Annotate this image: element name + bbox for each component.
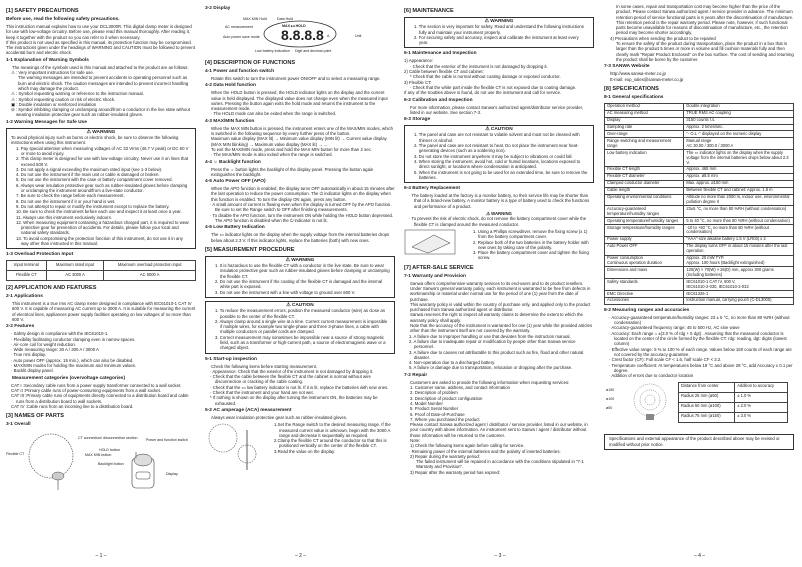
table-cell: Clamped conductor diameter <box>605 180 684 187</box>
subsection-heading: 4-1 Power and function switch <box>205 69 275 74</box>
paragraph: In some cases, repair and transportation cost may become higher than the price of the product. Please contact Sanwa authorized agent / service provider in advance. The minimum retention period of service functional parts is 6 years after the discontinuation of manufacture. This retention period is the repair warranty period. Please note, however, if such functional parts become unavailable for reasons of discontinuation of manufacture, etc., the retention period may become shorter accordingly. <box>616 4 794 36</box>
diagram-label: Power and function switch <box>146 438 188 443</box>
list-item: 3. Do not apply a signal exceeding the maximum rated input (see 1-3 below). <box>16 166 163 172</box>
caution-box <box>205 301 395 354</box>
paragraph: When the APO function is enabled, the display turns OFF automatically in about 15 minutes after the last operation to reduce the power consumption. The ⏻ indicator lights on the display when this function is enabled. To turn the display ON again, press any button. <box>211 186 395 202</box>
table-cell: Operation method <box>605 103 684 110</box>
list-item: · Auto power OFF (approx. 15 min.), which can also be disabled. <box>11 357 134 363</box>
diagram-label: MAX MIN Hold <box>243 17 267 21</box>
subsection-heading: 7-3 SANWA Website <box>604 64 650 70</box>
box-title: ⚠ WARNING <box>484 19 514 24</box>
table-row <box>605 180 794 187</box>
paragraph: For more information, please contact Sanwa's authorized agent/distributor service provider, listed in our website. See section 7-3. <box>410 104 584 115</box>
table-cell: Input terminal <box>7 261 47 271</box>
box-intro: To avoid physical injury such as burns or electric shock, be sure to observe the following instructions when using this instrument. <box>11 135 179 146</box>
table-cell: Maximum overload protection input <box>104 261 196 271</box>
paragraph: The warning messages are intended to prevent accidents to operating personnel such as burn and electric shock. The caution messages are intended to prevent incorrect handling which may damage the product. <box>18 75 189 91</box>
warning-box <box>205 256 395 298</box>
warning-box <box>404 17 594 48</box>
diagram-label: Display <box>166 472 178 477</box>
page-column-4 <box>604 4 794 453</box>
paragraph: The meanings of the symbols used in this manual and attached to the product are as follows: <box>12 64 189 70</box>
box-title: ⚠ CAUTION <box>485 127 513 133</box>
table-cell: Distance from center <box>679 383 735 393</box>
table-cell: AC measuring method <box>605 110 684 117</box>
section-heading: [5] MEASUREMENT PROCEDURE <box>205 246 295 253</box>
list-item: 1. It is hazardous to use the flexible CT with a conductor in the live state. Be sure to wear insulation protective gear such as rubber-insulated gloves before clamping or unclamping the flexible CT. <box>215 263 390 279</box>
table-cell: Between flexible CT and cabinet: Approx. 1.8 m <box>684 187 794 194</box>
list-item: · Check that the instrument and your hand are not wet. <box>210 390 314 396</box>
diagram-label: Flexible CT <box>6 452 25 457</box>
table-cell: EMC Directive <box>605 291 684 298</box>
table-cell: Operating temperature/humidity ranges <box>605 218 684 225</box>
paragraph: When the HOLD button is pressed, the HOLD indicator lights on the display and the current value is held displayed. The displayed value does not change even when the measured input varies. Pressing the button again exits the hold mode and returns the instrument to the measurement mode. <box>211 90 388 112</box>
table-cell: The ▭ indicator lights on the display when the supply voltage from the internal batteries drops below about 2.3 V. <box>684 150 794 167</box>
table-row <box>605 103 794 110</box>
paragraph: 4) Precautions when sending the product to be repaired <box>610 35 716 41</box>
paragraph: Note: <box>410 438 421 443</box>
table-cell: Max. approx. ø150 mm <box>684 180 794 187</box>
list-item: · True rms display. <box>11 352 47 358</box>
subsection-heading: 7-1 Warranty and Provision <box>404 273 466 279</box>
list-item: · Accuracy: Each range = ±(3.0 % of rdg + 5 dgt) . Assuming that the measured conductor is located on the center of the circle formed by the flexible CT. rdg: reading, dgt: digits (lowest column) <box>609 330 787 347</box>
step-item: 2.Clamp the flexible CT around the conductor so that this is positioned vertically on the center of the flexible CT. <box>274 438 387 449</box>
paragraph: This instruction manual explains how to use your DCL3000R. This digital clamp meter is designed for use with low-voltage circuitry. Before use, please read this manual thoroughly. After reading it, keep it together with the product so you can refer to it when necessary. <box>6 24 192 40</box>
section-heading: [7] AFTER-SALE SERVICE <box>404 264 474 271</box>
list-item: · Accuracy-guaranteed frequency range: 45 to 500 Hz, AC sine wave <box>609 325 740 331</box>
subsection-heading: 5-2 AC amperage (ACA) measurement <box>205 407 292 413</box>
paragraph: The instructions given under the headings of WARNING and CAUTION must be followed to prevent accidental burn and electric shock. <box>6 45 195 56</box>
table-cell: Storage temperature/humidity ranges <box>605 225 684 237</box>
paragraph: 3) Flexible CT: <box>404 79 432 85</box>
paragraph: · Check that the white part inside the flexible CT is not exposed due to coating damage. <box>410 84 577 90</box>
list-item: · Safety design in compliance with the IEC61010-1. <box>11 331 109 337</box>
list-item: 5. A failure or damage due to transportation, relocation or dropping after the purchase. <box>409 365 573 371</box>
table-cell: "AAA"-size alkaline battery 1.5 V (LR03) x 2 <box>684 236 794 243</box>
list-item: CAT IV :Cable runs from an incoming line to a distribution board. <box>11 403 134 409</box>
list-item: 4. When storing the instrument, avoid hot, cold or humid locations, locations exposed to direct sunlight, or locations where condensation is anticipated. <box>414 158 581 170</box>
table-cell: Operating environmental conditions <box>605 194 684 206</box>
table-cell: Instruction manual, carrying pouch (C-DL3000) <box>684 297 794 304</box>
subsection-heading: 6-2 Calibration and Inspection <box>404 97 473 103</box>
table-row <box>605 187 794 194</box>
list-item: 10. Be sure to check the instrument before each use and inspect it at least once a year. <box>16 209 182 215</box>
subsection-heading: 7-2 Repair <box>404 372 428 378</box>
page-number: – 4 – <box>693 553 706 559</box>
overall-diagram <box>6 430 196 492</box>
table-row <box>679 413 788 423</box>
steps-list <box>269 422 395 470</box>
paragraph: 7. Where you purchased the product <box>410 416 480 422</box>
table-row <box>605 255 794 267</box>
paragraph: The ▭ indicator lights on the display when the supply voltage from the internal batteries drops below about 2.3 V. If this indicator lights, replace the batteries (both) with new ones. <box>211 232 390 243</box>
section-heading: [4] DESCRIPTION OF FUNCTIONS <box>205 60 296 66</box>
table-row <box>605 297 794 304</box>
paragraph: http://www.sanwa-meter.co.jp <box>610 71 666 77</box>
table-row <box>605 194 794 206</box>
diagram-label: AC measurement <box>225 25 253 29</box>
paragraph: Customers are asked to provide the following information when requesting services: <box>410 379 570 385</box>
paragraph: E-mail: exp_sales@sanwa-meter.co.jp <box>610 76 684 82</box>
list-item: 1. The panel and case are not resistant to volatile solvent and must not be cleaned with thinner or alcohol. <box>414 132 580 143</box>
paragraph: 4. Model Number <box>410 400 443 406</box>
table-cell: IEC61010-1 CAT IV, 600 V, IEC61010-2-030, IEC61010-2-032 <box>684 279 794 291</box>
subsection-heading: 5-1 Start-up inspection <box>205 356 257 362</box>
steps-list <box>468 229 594 261</box>
warning-box <box>6 128 196 250</box>
table-cell: ± 2.0 % <box>735 403 788 413</box>
section-heading: [8] SPECIFICATIONS <box>604 85 659 92</box>
caution-box <box>404 125 594 183</box>
paragraph: This warranty policy is valid within the country of purchase only, and applied only to the product purchased from Sanwa authorized agent or distributor. <box>410 301 591 313</box>
subsection-heading: 6-3 Storage <box>404 117 431 123</box>
section-heading: [3] NAMES OF PARTS <box>6 413 65 420</box>
list-item: · MAX/MIN modes for holding the maximum and minimum values. <box>11 363 137 369</box>
diagram-label: Data Hold <box>277 17 293 21</box>
list-item: ⚠ : Very important instructions for safe use. <box>11 70 94 76</box>
paragraph: Sanwa offers comprehensive warranty services to its end-users and to its product resellers. Under Sanwa's general warranty policy, each instrument is warranted to be free from defects in workmanship or material under normal use for the period of one (1) year from the date of purchase. <box>410 280 591 302</box>
warning-title: ⚠ WARNING <box>486 211 512 217</box>
paragraph: The failed instrument will be repaired in accordance with the conditions stipulated in "7-1 Warranty and Provision". <box>416 459 584 470</box>
table-cell: Approx. 2 times/sec. <box>684 124 794 131</box>
table-row <box>605 291 794 298</box>
list-item: 2. Do not use the instrument if the coating of the flexible CT is damaged and the internal white part is exposed. <box>215 279 383 290</box>
diagram-label: Auto power save mode <box>223 35 260 39</box>
subsection-heading: 4-3 MAX/MIN function <box>205 118 255 124</box>
list-item: 2. The panel and case are not resistant to heat. Do not place the instrument near heat-generating devices (such as a soldering iron). <box>414 143 579 154</box>
paragraph: Check the following items before starting measurement. <box>211 363 318 369</box>
table-row <box>605 206 794 218</box>
table-row <box>605 138 794 150</box>
subsection-heading: 6-1 Maintenance and Inspection <box>404 51 477 57</box>
list-item: ⚠ : Symbol requesting warning or reference to the instruction manual. <box>11 91 144 97</box>
list-item: · Crest factor (CF): Full scale CF < 1.6, half scale CF < 3.2. <box>609 357 722 363</box>
paragraph: Press the ☼ button lights the backlight of the display panel. Pressing the button again extinguishes the backlight. <box>211 166 374 177</box>
list-item: 1. Pay special attention when measuring voltages of AC 33 Vrms (46.7 V peak) or DC 60 V or more to avoid injury. <box>16 145 189 156</box>
list-item: · Check that the ▭ low battery indicator is not lit. If it is lit, replace the batteries with new ones. <box>210 384 389 390</box>
list-item: · Backlit display panel. <box>11 368 54 374</box>
table-cell: The display turns OFF in about 15 minutes after the last operation. <box>684 243 794 255</box>
paragraph: 5. Product Serial Number <box>410 406 459 412</box>
illustration <box>404 229 464 255</box>
section-heading: [6] MAINTENANCE <box>404 8 454 14</box>
list-item: CAT I :Secondary cable runs from a power supply transformer connected to a wall socket. <box>11 382 182 388</box>
box-title: ⚠ CAUTION <box>286 302 314 308</box>
table-cell: Low battery indication <box>605 150 684 167</box>
list-item: ⊘ : Symbol inhibiting clamping or unclamping around/from a conductor in the live state without wearing insulation protective gear such as rubber-insulated gloves. <box>11 107 190 118</box>
paragraph: 2) Repair during the warranty period: <box>410 453 480 459</box>
aca-procedure <box>205 422 395 470</box>
subsection-heading: 4-5 Auto Power OFF (APO) <box>205 179 266 185</box>
table-row <box>605 124 794 131</box>
list-item: 2. For securing safety and accuracy, inspect and calibrate the instrument at least every year. <box>414 34 579 46</box>
page-column-2 <box>205 4 395 473</box>
table-row <box>605 225 794 237</box>
list-item: · A small amount of current is flowing even when the display is turned OFF by the APO function. Be sure to set the Range switch to OFF after finishing measurements. <box>210 202 392 213</box>
table-row <box>679 403 788 413</box>
paragraph: Maximum value display (MAX lit) → Minimum value display (MIN lit) → Current value display (MAX MIN blinking) → Maximum value display (MAX lit) → ... <box>211 136 387 147</box>
paragraph: To exit the MAX/MIN mode, press and hold the MAX MIN button for more than 2 sec. <box>211 146 372 152</box>
table-cell: Range switching and measurement range <box>605 138 684 150</box>
subsection-heading: 4-2 Data Hold function <box>205 83 256 89</box>
list-item: 7. Be sure to check the range before each measurement. <box>16 193 125 199</box>
table-cell: Radius 75 mm (ø150) <box>679 413 735 423</box>
table-cell: Approx. 20 mW TYP. Approx. 100 hours (Backlight extinguished) <box>684 255 794 267</box>
list-item: 4. Non-operation due to a discharged battery. <box>409 360 496 366</box>
diagram-label: MAX ▸◂ HOLD <box>282 24 306 28</box>
diagram-label: Low battery indication <box>255 49 290 53</box>
table-row <box>7 261 196 271</box>
conductor-location-figure <box>604 380 794 426</box>
list-item: 13. To avoid compromising the protection function of this instrument, do not use it in any way other than instructed in this manual. <box>16 235 183 246</box>
step-item: 3.Read the value on the display. <box>274 448 336 454</box>
table-row <box>605 150 794 167</box>
list-item: 3. Correct measurement may sometimes be impossible near a source of strong magnetic field, such as a transformer or high-current path, a source of electromagnetic wave or a charged object. <box>215 334 386 351</box>
subsection-heading: Measurement categories (overvoltage categories) <box>12 375 126 381</box>
list-item: · Air-core coil for weight reduction. <box>11 341 76 347</box>
paragraph: Rotate this switch to turn the instrument power ON/OFF and to select a measuring range. <box>211 76 381 81</box>
list-item: 5. Do not use the instrument with the case or battery compartment cover removed. <box>16 177 173 183</box>
diagram-label: ø100 <box>606 397 615 402</box>
step-item: 1. Using a Phillips screwdriver, remove the fixing screw (x 1) from the battery compartment cover. <box>473 228 588 240</box>
diagram-label: Unit <box>355 34 362 38</box>
table-row <box>679 393 788 403</box>
table-cell: Maximum rated input <box>46 261 104 271</box>
table-cell: Manual range AC 30.00 / 300.0 / 3000 A <box>684 138 794 150</box>
list-item: 5. When the instrument is not going to be used for an extended time, be sure to remove the batteries. <box>414 169 588 180</box>
paragraph: When the MAX MIN button is pressed, the instrument enters one of the MAX/MIN modes, which is switched in the following sequence by every further press of the button. <box>211 125 393 137</box>
paragraph: * Check that the cable is normal without coating damage or exposed conductor. <box>410 74 561 80</box>
paragraph: 2. Description of problem <box>410 390 458 396</box>
diagram-label: Backlight button <box>98 462 124 467</box>
subsection-heading: 2-1 Applications <box>6 294 43 300</box>
table-cell: Accuracy-guaranteed temperature/humidity ranges <box>605 206 684 218</box>
location-diagram <box>604 382 674 424</box>
subsection-heading: 1-3 Overload Protection Input <box>6 252 74 258</box>
list-item: · To prevent the risk of electric shock, do not remove the battery compartment cover while the flexible CT is clamped around the measured conductor. <box>409 216 587 227</box>
list-item: * If nothing is shown on the display after turning the instrument ON, the batteries may be exhausted. <box>210 395 378 406</box>
notice-box: Specifications and external appearance of the product described above may be revised or modified without prior notice. <box>604 434 794 450</box>
table-row <box>605 131 794 138</box>
battery-procedure <box>404 229 594 261</box>
diagram-label: A <box>327 34 330 38</box>
list-item: · Effective value range: 5 % to 100 % of each range. Values below 150 counts of each range are not covered by the accuracy guarantee. <box>609 346 792 357</box>
subsection-heading: 3-2 Display <box>205 6 231 11</box>
list-item: · Remaining power of the internal batteries and the polarity of inserted batteries. <box>409 448 561 454</box>
table-cell: Flexible CT diameter <box>605 173 684 180</box>
table-row <box>605 117 794 124</box>
list-item: 12. When measuring equipment containing a hazardous charged part, it is required to wear protective gear for prevention of accidents. For details, please follow your local and national safety standards. <box>16 219 189 236</box>
paragraph: 1. Customer name, address, and contact information <box>410 385 511 391</box>
table-cell: Over-range <box>605 131 684 138</box>
table-cell: Auto Power OFF <box>605 243 684 255</box>
subsection-heading: Before use, read the following safety precautions. <box>6 17 120 22</box>
table-cell: Addition to accuracy <box>735 383 788 393</box>
table-cell: AC 3000 A <box>46 271 104 281</box>
table-cell: Cable length <box>605 187 684 194</box>
list-item: · Temperature coefficient: At temperatures below 18 °C and above 28 °C, add Accuracy x 0.1 per degree. <box>609 362 793 373</box>
paragraph: Sanwa reserves the right to inspect all warranty claims to determine the extent to which the warranty policy shall apply. <box>410 312 583 323</box>
table-row <box>679 383 788 393</box>
list-item: 3. Do not use the instrument with a line with voltage to ground over 600 V. <box>215 289 356 295</box>
paragraph: Always wear insulation protective gear such as rubber-insulated gloves. <box>211 414 348 420</box>
subsection-heading: 2-2 Features <box>6 324 35 330</box>
paragraph: 1) Appearance: <box>404 58 434 64</box>
table-cell: Flexible CT length <box>605 166 684 173</box>
subsection-heading: 4-6 Low Battery Indication <box>205 225 265 231</box>
list-item: · Wide measuring range: 30 A / 300 A / 3000 A <box>11 347 99 353</box>
diagram-label: MAX MIN button <box>85 453 112 458</box>
diagram-label: 8.8.8.8 <box>281 27 324 43</box>
diagram-label: CT connection/ disconnection section <box>78 436 138 441</box>
accuracy-addition-table <box>678 382 788 423</box>
paragraph: 3) Repair after the warranty period has expired: <box>410 469 501 475</box>
table-cell: "- O.L -" displayed on the numeric display <box>684 131 794 138</box>
table-cell: ± 1.0 % <box>735 393 788 403</box>
table-cell: 3150 counts f.s. <box>684 117 794 124</box>
table-cell: Flexible CT <box>7 271 47 281</box>
paragraph: To ensure the safety of the product during transportation, place the product in a box that is larger than the product 5 times or more in volume and fill cushion materials fully and then clearly mark "Repair Product Enclosed" on the box surface. The cost of sending and returning the product shall be borne by the customer. <box>616 41 794 62</box>
subsection-heading: 6-4 Battery Replacement <box>404 186 460 192</box>
table-cell: -10 to +50 °C, no more than 80 %RH (without condensation) <box>684 225 794 237</box>
warning-note <box>404 211 594 227</box>
list-item: 2. A failure due to inadequate repair or modification by people other than Sanwa service personnel. <box>409 338 576 350</box>
table-row <box>605 218 794 225</box>
subsection-heading: 8-2 Measuring ranges and accuracies <box>604 307 690 313</box>
diagram-label: ø50 <box>606 406 613 411</box>
table-cell: ± 3.0 % <box>735 413 788 423</box>
list-item: 11. Always use this instrument exclusively indoors. <box>16 214 112 220</box>
section-heading: [2] APPLICATION AND FEATURES <box>6 285 97 292</box>
table-cell: Radius 50 mm (ø100) <box>679 403 735 413</box>
subsection-heading: 3-1 Overall <box>6 422 31 428</box>
table-cell: Display <box>605 117 684 124</box>
list-item: · Addition of errors due to conductor location <box>609 373 694 379</box>
table-cell: Sampling rate <box>605 124 684 131</box>
list-item: 2. This clamp meter is designed for use with low-voltage circuitry. Never use it on lines that exceed 600 V. <box>16 156 189 167</box>
list-item: 8. Do not use the instrument if it or your hand is wet. <box>16 198 116 204</box>
paragraph: If this product is not used as specified in this manual, its protection function may be compromised. <box>6 39 192 45</box>
table-cell: 23±5 °C, no more than 80 %RH (without condensation) <box>684 206 794 218</box>
paragraph: · The HOLD mode can also be exited when the range is switched. <box>211 111 337 117</box>
illustration <box>205 422 265 470</box>
diagram-label: Digit and decimal point <box>295 49 332 53</box>
paragraph: Please contact Sanwa authorized agent / distributor / service provider, listed in our website, in your country with above information. An instrument sent to Sanwa / agent / distributor without those information will be returned to the customer. <box>410 422 588 438</box>
table-cell: Radius 25 mm (ø50) <box>679 393 735 403</box>
list-item: · Flexibility facilitating conductor clamping even in narrow spaces. <box>11 336 136 342</box>
list-item: ▣ : Double insulation or reinforced insulation <box>11 101 97 107</box>
table-row <box>605 236 794 243</box>
page-number: – 2 – <box>294 553 307 559</box>
list-item: ⚠ : Symbol requesting caution or risk of electric shock. <box>11 96 116 102</box>
table-row <box>605 279 794 291</box>
list-item: 1. The section is very important for safety. Read and understand the following instructions fully and maintain your instrument properly. <box>414 24 584 35</box>
paragraph: This instrument is a true rms AC clamp meter designed in compliance with IEC61010-1 CAT IV 600 V. It is capable of measuring AC current up to 3000 A. It is suitable for measuring the current of electrical lines, appliances power supply facilities operating on low voltages of no more than 600 V. <box>12 301 196 322</box>
list-item: · Appearance: Check that the exterior of the instrument is not damaged by dropping it. <box>210 368 374 374</box>
list-item: 6. Always wear insulation protective gear such as rubber-insulated gloves before clamping or unclamping the instrument around/from a live-state conductor. <box>16 182 188 194</box>
paragraph: Note that the accuracy of the instrument is warranted for one (1) year while the provided articles other than the instrument itself are not covered by the warranty. <box>410 323 592 334</box>
list-item: · Check that the cable between the flexible CT and the cabinet is normal without wire disconnection or cracking of the cable coating. <box>210 374 371 385</box>
subsection-heading: 8-1 General specifications <box>604 94 664 100</box>
spec-table <box>604 103 794 305</box>
paragraph: · The MAX/MIN mode is also exited when the range is switched. <box>211 152 333 158</box>
table-cell: Dimensions and mass <box>605 267 684 279</box>
subsection-heading: 1-1 Explanation of Warning Symbols <box>6 57 89 63</box>
paragraph: · Check that the exterior of the instrument is not damaged by dropping it. <box>410 63 548 69</box>
list-item: 4. Do not use the instrument if the main unit or cable is damaged or broken. <box>16 172 160 178</box>
table-row <box>605 267 794 279</box>
section-heading: [1] SAFETY PRECAUTIONS <box>6 8 79 14</box>
box-title: ⚠ WARNING <box>86 129 116 135</box>
paragraph: If any of the troubles above is found, do not use the instrument and call for service. <box>404 90 562 96</box>
diagram-label: HOLD button <box>99 448 120 453</box>
table-row <box>605 243 794 255</box>
step-item: 1.Set the Range switch to the desired measuring range. If the measured current value is unknown, begin with the 3000 A range and decrease it sequentially as required. <box>274 422 391 438</box>
table-cell: 120(W) × 70(W) × 26(D) mm, approx 300 grams (including batteries) <box>684 267 794 279</box>
table-cell: Power supply <box>605 236 684 243</box>
box-title: ⚠ WARNING <box>285 257 315 263</box>
table-cell: Altitude no more than 2000 m, indoor use, environmental pollution degree II <box>684 194 794 206</box>
paragraph: 3. Description of product configuration <box>410 395 483 401</box>
table-cell: 5 to 40 °C, no more than 80 %RH (without condensation) <box>684 218 794 225</box>
list-item: CAT III :Primary cable runs of equipments directly connected to a distribution board and cable runs from a distribution board to wall sockets. <box>11 393 189 404</box>
subsection-heading: 4-4 ☼ Backlight function <box>205 159 261 165</box>
paragraph: 6. Proof of Date-of-Purchase <box>410 411 465 417</box>
table-row <box>605 173 794 180</box>
list-item: 2. Always clamp around a single wire at a time. Correct current measurement is impossible if multiple wires, for example two single-phase and three 3-phase lines, a cable with multiple conductors or parallel cords are clamped. <box>215 318 388 335</box>
table-cell: TRUE RMS AC coupling <box>684 110 794 117</box>
paragraph: 2) Cable between flexible CT and cabinet: <box>404 69 484 75</box>
table-cell: Accessories <box>605 297 684 304</box>
paragraph: 1) Check the following items again before calling for service. <box>410 443 525 449</box>
table-row <box>605 110 794 117</box>
table-row <box>7 271 196 281</box>
table-cell: AC 5000 A <box>104 271 196 281</box>
list-item: 3. A failure due to causes not attributable to this product such as fire, flood and other natural disaster. <box>409 349 584 360</box>
subsection-heading: 1-2 Warning Messages for Safe Use <box>6 119 87 125</box>
page-number: – 3 – <box>494 553 506 559</box>
table-cell: Approx. ø8.5 mm <box>684 173 794 180</box>
table-cell: Power consumption Continuous operation duration <box>605 255 684 267</box>
table-cell: Safety standards <box>605 279 684 291</box>
display-diagram <box>205 14 395 56</box>
overload-table <box>6 260 196 281</box>
list-item: 1. A failure due to improper handling or use that deviates from the instruction manual. <box>409 333 571 339</box>
table-cell: Double integration <box>684 103 794 110</box>
list-item: · The battery loaded at the factory is a monitor battery, so their service life may be shorter than that of a brand-new battery. A monitor battery is a type of battery used to check the functions and performance of a product. <box>409 193 590 209</box>
list-item: CAT II :Primary cable runs of power-consuming equipments from a wall socket. <box>11 387 162 393</box>
list-item: 1. To reduce the measurement errors, position the measured conductor (wire) as close as possible to the center of the flexible CT. <box>215 308 385 319</box>
table-cell: Approx. 465 mm <box>684 166 794 173</box>
step-item: 2. Replace both of the two batteries in the battery holder with new ones by taking care of the polarity. <box>473 239 589 250</box>
list-item: 3. Do not store the instrument anywhere it may be subject to vibrations or could fall. <box>414 153 573 159</box>
step-item: 3. Place the battery compartment cover and tighten the fixing screw. <box>473 250 589 261</box>
list-item: · Accuracy-guaranteed temperature/humidity ranges: 23 ± 5 °C, no more than 80 %RH (without condensation) <box>609 314 790 326</box>
diagram-label: ø150 <box>606 388 615 393</box>
table-row <box>605 166 794 173</box>
list-item: · To disable the APO function, turn the instrument ON while holding the HOLD button depressed. The APO function is disabled when the ⏻ indicator is not lit. <box>210 212 394 223</box>
page-number: – 1 – <box>95 553 107 559</box>
page-column-3 <box>404 4 594 475</box>
page-column-1 <box>6 4 196 494</box>
list-item: 9. Do not attempt to repair or modify the instrument except to replace the battery. <box>16 203 170 209</box>
table-cell: IEC61326-1 <box>684 291 794 298</box>
